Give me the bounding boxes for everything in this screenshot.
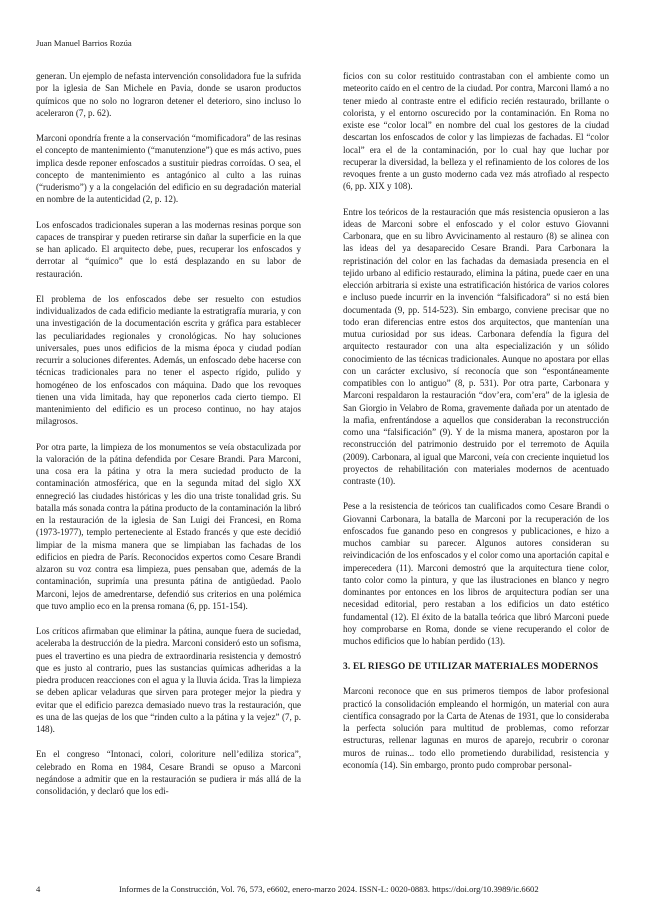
paragraph: Marconi reconoce que en sus primeros tiempos de labor profesional practicó la consolidación empleando el hormigón, un material con aura científica consagrado por la Carta de Atenas de 1931, que lo consideraba la perfecta solución para multitud de problemas, como reforzar estructuras, rellenar lagunas en muros de aparejo, recubrir o coronar muros de ruinas... todo ello prometiendo durabilidad, resistencia y economía (14). Sin embargo, pronto pudo comprobar personal- — [343, 686, 609, 770]
journal-citation: Informes de la Construcción, Vol. 76, 573, e6602, enero-marzo 2024. ISSN-L: 0020-0883. https://doi.org/10.3989/ic.6602 — [119, 884, 539, 894]
paragraph: generan. Un ejemplo de nefasta intervención consolidadora fue la sufrida por la iglesia de San Michele en Pavia, donde se usaron productos químicos que no solo no lograron detener el deterioro, sino incluso lo aceleraron (7, p. 62). — [36, 71, 301, 118]
paragraph: Pese a la resistencia de teóricos tan cualificados como Cesare Brandi o Giovanni Carbonara, la batalla de Marconi por la recuperación de los enfoscados fue ganando peso en congresos y publicaciones, e hizo a muchos cambiar su parecer. Algunos autores consideran su reivindicación de los enfoscados y el color como una aportación capital e imperecedera (11). Marconi demostró que la arquitectura tiene color, tanto color como la pintura, y que las ilustraciones en blanco y negro dominantes por entonces en los libros de arquitectura podían ser una necesidad editorial, pero restaban a los edificios un dato estético fundamental (12). El éxito de la batalla teórica que libró Marconi puede hoy comprobarse en Roma, donde se viene recuperando el color de muchos edificios que lo habían perdido (13). — [343, 501, 609, 646]
paragraph: Entre los teóricos de la restauración que más resistencia opusieron a las ideas de Marconi sobre el enfoscado y el color estuvo Giovanni Carbonara, que en su libro Avvicinamento al restauro (8) se alinea con las ideas del ya desaparecido Cesare Brandi. Para Carbonara la repristinación del color en las fachadas da demasiada presencia en el tejido urbano al edificio restaurado, elimina la pátina, puede caer en una elección arbitraria si existe una estratificación histórica de varios colores e incluso puede incurrir en la invención “falsificadora” si no está bien documentada (9, pp. 514-523). Sin embargo, conviene precisar que no todo eran diferencias entre estos dos arquitectos, que mantenían una mutua curiosidad por sus ideas. Carbonara defendía la figura del arquitecto restaurador con una alta especialización y un sólido conocimiento de las técnicas tradicionales. Aunque no apostara por ellas con un carácter exclusivo, sí reconocía que son “espontáneamente compatibles con lo antiguo” (8, p. 531). Por otra parte, Carbonara y Marconi respaldaron la restauración “dov’era, com’era” de la iglesia de San Giorgio in Velabro de Roma, gravemente dañada por un atentado de la mafia, enfrentándose a aquellos que consideraban la reconstrucción como una “falsificación” (9). Y de la misma manera, apostaron por la reconstrucción del patrimonio destruido por el terremoto de Aquila (2009). Carbonara, al igual que Marconi, veía con creciente inquietud los proyectos de rehabilitación con materiales modernos de acentuado contraste (10). — [343, 206, 609, 486]
paragraph: Los críticos afirmaban que eliminar la pátina, aunque fuera de suciedad, aceleraba la destrucción de la piedra. Marconi consideró esto un sofisma, pues el travertino es una piedra de extraordinaria resistencia y demostró que es justo al contrario, pues las sustancias químicas adheridas a la piedra producen reacciones con el agua y la lluvia ácida. Tras la limpieza se deben aplicar veladuras que sirven para proteger mejor la piedra y evitar que el edificio parezca demasiado nuevo tras la restauración, que es una de las quejas de los que “rinden culto a la pátina y la vejez” (7, p. 148). — [36, 626, 301, 734]
paragraph: Los enfoscados tradicionales superan a las modernas resinas porque son capaces de transpirar y pueden retirarse sin dañar la superficie en la que se han aplicado. El arquitecto debe, pues, recuperar los enfoscados y derrotar al “químico” que lo está desplazando en su labor de restauración. — [36, 219, 301, 279]
right-column — [343, 70, 609, 784]
running-header-author: Juan Manuel Barrios Rozúa — [36, 38, 132, 48]
section-heading: 3. EL RIESGO DE UTILIZAR MATERIALES MODERNOS — [343, 662, 599, 673]
left-column — [36, 70, 301, 810]
paragraph: Por otra parte, la limpieza de los monumentos se veía obstaculizada por la valoración de la pátina defendida por Cesare Brandi. Para Marconi, una cosa era la pátina y otra la mera suciedad producto de la contaminación atmosférica, que en la segunda mitad del siglo XX ennegreció las ciudades históricas y les dio una triste tonalidad gris. Su batalla más sonada contra la pátina producto de la contaminación la libró en la restauración de la iglesia de San Luigi dei Francesi, en Roma (1973-1977), templo perteneciente al Estado francés y que este decidió limpiar de la misma manera que se limpiaban las fachadas de los edificios en piedra de París. Reconocidos expertos como Cesare Brandi alzaron su voz contra esa limpieza, pues pensaban que, además de la contaminación, suprimía una presunta pátina de antigüedad. Paolo Marconi, lejos de amedrentarse, defendió sus criterios en una polémica que tuvo amplio eco en la prensa romana (6, pp. 151-154). — [36, 441, 301, 611]
page-number: 4 — [36, 884, 41, 894]
paragraph: El problema de los enfoscados debe ser resuelto con estudios individualizados de cada edificio mediante la estratigrafía muraria, y con una investigación de la documentación escrita y gráfica para establecer las peculiaridades regionales y cronológicas. No hay soluciones universales, pues unos edificios de la misma época y ciudad podían recurrir a soluciones diferentes. Además, un enfoscado debe hacerse con técnicas tradicionales para no tener el aspecto rígido, pulido y homogéneo de los enfoscados con máquina. Dado que los revoques tienen una vida limitada, hay que reponerlos cada cierto tiempo. El mantenimiento del edificio es un proceso continuo, no hay atajos milagrosos. — [36, 293, 301, 427]
paragraph: Marconi opondría frente a la conservación “momificadora” de las resinas el concepto de mantenimiento (“manutenzione”) que es más activo, pues implica desde reponer enfoscados a sustituir piedras corroídas. O sea, el concepto de mantenimiento es antagónico al culto a las ruinas (“ruderismo”) y a la congelación del edificio en su degradación material en nombre de la autenticidad (2, p. 12). — [36, 133, 302, 205]
paragraph: ficios con su color restituido contrastaban con el ambiente como un meteorito caído en el centro de la ciudad. Por contra, Marconi llamó a no tener miedo al contraste entre el edificio recién restaurado, brillante o colorista, y el entorno oscurecido por la contaminación. En Roma no existe ese “color local” en nombre del cual los gestores de la ciudad descartan los enfoscados de color y las limpiezas de fachadas. El “color local” era el de la contaminación, por lo cual hay que luchar por recuperar la diversidad, la belleza y el refinamiento de los colores de los revoques frente a un gusto moderno cada vez más atrofiado al respecto (6, pp. XIX y 108). — [343, 71, 609, 192]
paragraph: En el congreso “Intonaci, colori, coloriture nell’ediliza storica”, celebrado en Roma en 1984, Cesare Brandi se opuso a Marconi negándose a admitir que en la restauración se pudiera ir más allá de la consolidación, y declaró que los edi- — [36, 749, 301, 796]
